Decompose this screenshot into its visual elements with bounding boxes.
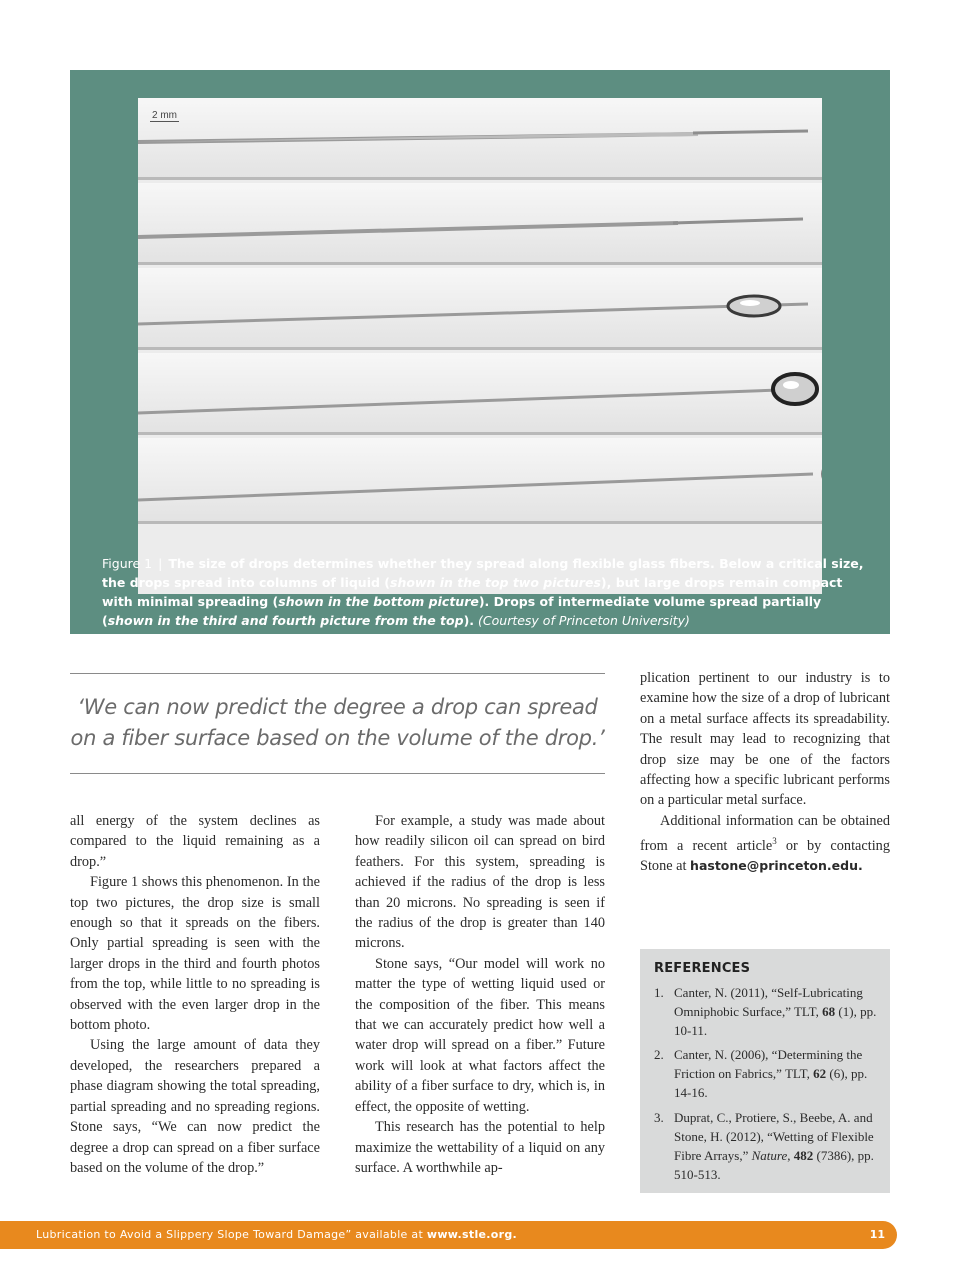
caption-text: ). [463, 613, 475, 628]
figure-1 [70, 70, 890, 634]
caption-text: ). Drops of intermediate volume spread partially ( [102, 594, 822, 628]
footnote-marker: 3 [772, 836, 777, 847]
page-footer-bar [0, 1221, 897, 1249]
fiber-panel-3 [138, 268, 822, 350]
fiber-panel-1 [138, 98, 822, 180]
fiber-drop-image-4 [138, 353, 822, 435]
reference-item [654, 983, 879, 1040]
paragraph: This research has the potential to help maximize the wettability of a liquid on any surface. A worthwhile ap- [355, 1119, 605, 1176]
caption-emphasis: shown in the bottom picture [278, 594, 479, 609]
caption-text: The size of drops determines whether they spread along flexible glass fibers. Below a critical size, the drops spread into columns of liquid ( [102, 556, 864, 590]
figure-photo [138, 98, 822, 594]
reference-citation: Canter, N. (2011), “Self-Lubricating Omniphobic Surface,” TLT, [674, 985, 863, 1019]
reference-text [674, 1045, 879, 1102]
paragraph: Stone says, “Our model will work no matter the type of wetting liquid used or the composition of the fiber. This means that we can accurately predict how well a water drop will spread on a fiber.” Future work will look at what factors affect the ability of a fiber surface to dry, which is, in effect, the opposite of wetting. [355, 955, 605, 1115]
figure-credit: (Courtesy of Princeton University) [478, 613, 690, 628]
fiber-panel-5 [138, 438, 822, 524]
paragraph: plication pertinent to our industry is to examine how the size of a drop of lubricant on a metal surface affects its spreadability. The result may lead to recognizing that drop size may be one of the factors affecting how a specific lubricant performs on a particular metal surface. [640, 670, 890, 809]
paragraph: Using the large amount of data they developed, the researchers prepared a phase diagram showing the total spreading, partial spreading and no spreading regions. Stone says, “We can now predict the degree a drop can spread on a fiber surface based on the volume of the drop.” [70, 1037, 320, 1176]
reference-number: 1. [654, 985, 664, 1000]
reference-text [674, 983, 879, 1040]
footer-link[interactable]: www.stle.org. [426, 1228, 517, 1241]
scale-bar-label: 2 mm [152, 110, 177, 121]
fiber-drop-image-5 [138, 438, 822, 524]
caption-text: ), but large drops remain compact with minimal spreading ( [102, 575, 843, 609]
reference-journal: Nature [751, 1148, 788, 1163]
caption-emphasis: shown in the top two pictures [390, 575, 601, 590]
reference-citation: Duprat, C., Protiere, S., Beebe, A. and Stone, H. (2012), “Wetting of Flexible Fibre Arrays,” [674, 1110, 874, 1163]
pull-quote-top-rule [70, 673, 605, 674]
reference-citation: Canter, N. (2006), “Determining the Friction on Fabrics,” TLT, [674, 1047, 863, 1081]
footer-text [36, 1228, 517, 1241]
footer-note: Lubrication to Avoid a Slippery Slope Toward Damage” available at [36, 1228, 427, 1241]
body-column-2 [355, 811, 605, 1178]
references-box [640, 949, 890, 1193]
fiber-drop-image-3 [138, 268, 822, 350]
paragraph-text: or by contacting Stone at [640, 838, 890, 875]
reference-volume: 482 [793, 1148, 814, 1163]
reference-item [654, 1045, 879, 1102]
reference-item [654, 1108, 879, 1184]
body-column-3 [640, 668, 890, 877]
fiber-panel-4 [138, 353, 822, 435]
reference-punctuation: , [787, 1148, 794, 1163]
fiber-drop-image-2 [138, 183, 822, 265]
pull-quote-bottom-rule [70, 773, 605, 774]
caption-emphasis: shown in the third and fourth picture from the top [107, 613, 464, 628]
reference-number: 3. [654, 1110, 664, 1125]
reference-volume: 68 [822, 1004, 836, 1019]
fiber-panel-2 [138, 183, 822, 265]
email-link[interactable]: hastone@princeton.edu. [690, 858, 863, 874]
figure-label: Figure 1 [102, 556, 153, 571]
reference-pages: (1), pp. 10-11. [674, 1004, 877, 1038]
reference-number: 2. [654, 1047, 664, 1062]
pull-quote: ‘We can now predict the degree a drop can spread on a fiber surface based on the volume of the drop.’ [70, 695, 605, 750]
paragraph: For example, a study was made about how readily silicon oil can spread on bird feathers. For this system, spreading is achieved if the radius of the drop is less than 20 microns. No spreading is seen if the radius of the drop is greater than 140 microns. [355, 813, 605, 952]
reference-pages: (7386), pp. 510-513. [674, 1148, 874, 1182]
paragraph: Figure 1 shows this phenomenon. In the top two pictures, the drop size is small enough so that it spreads on the fibers. Only partial spreading is seen with the larger drops in the third and fourth photos from the top, while little to no spreading is observed with the even larger drop in the bottom photo. [70, 874, 320, 1034]
paragraph [640, 811, 890, 877]
figure-separator: | [158, 556, 163, 571]
paragraph-text: Additional information can be obtained from a recent article [640, 812, 890, 855]
reference-text [674, 1108, 879, 1184]
references-heading: REFERENCES [654, 961, 751, 976]
paragraph: all energy of the system declines as compared to the liquid remaining as a drop.” [70, 813, 320, 870]
figure-caption [102, 554, 872, 630]
reference-pages: (6), pp. 14-16. [674, 1066, 868, 1100]
reference-volume: 62 [813, 1066, 827, 1081]
page-number: 11 [869, 1228, 885, 1241]
body-column-1 [70, 811, 320, 1178]
fiber-drop-image-1 [138, 98, 822, 180]
